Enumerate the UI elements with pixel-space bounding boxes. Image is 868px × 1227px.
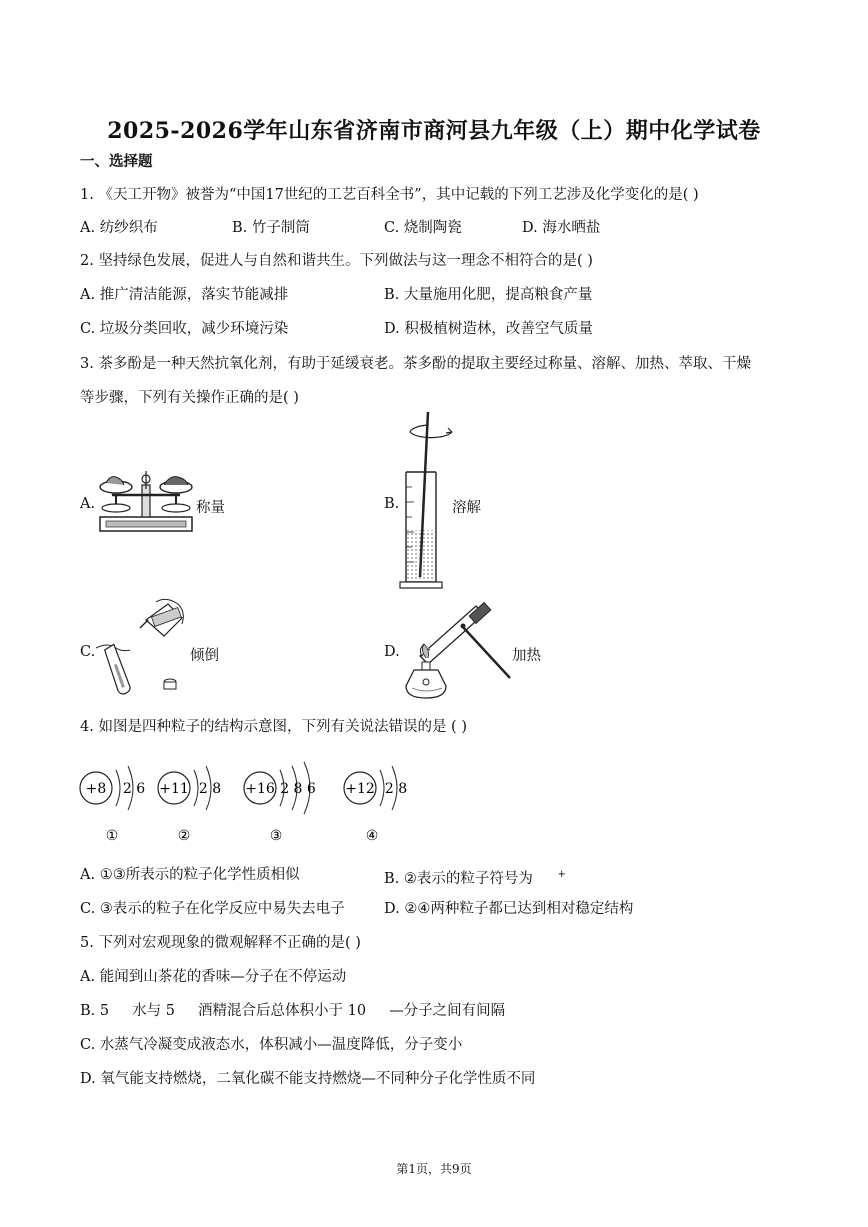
page-footer: 第1页，共9页 [396,1162,472,1176]
q3-option-a-label: 称量 [196,500,225,516]
particle-structure-diagrams [76,760,416,852]
q3-option-d-label: 加热 [512,648,541,664]
question-5-stem: 5. 下列对宏观现象的微观解释不正确的是( ) [80,935,361,951]
particle-1-nucleus: +8 [85,781,107,797]
particle-4-nucleus: +12 [345,781,375,797]
q4-option-b [384,866,566,888]
q2-option-a: A. 推广清洁能源，落实节能减排 [80,287,289,303]
q3-option-c-label: 倾倒 [190,648,219,664]
particle-3-nucleus: +16 [245,781,275,797]
q5-option-d: D. 氧气能支持燃烧，二氧化碳不能支持燃烧—不同种分子化学性质不同 [80,1071,536,1087]
q3-option-d-letter: D. [384,644,400,660]
q5-option-a: A. 能闻到山茶花的香味—分子在不停运动 [80,969,347,985]
q5-option-c: C. 水蒸气冷凝变成液态水，体积减小—温度降低，分子变小 [80,1037,463,1053]
q3-option-a-letter: A. [80,496,96,512]
q4-option-c: C. ③表示的粒子在化学反应中易失去电子 [80,901,345,917]
q2-option-d: D. 积极植树造林，改善空气质量 [384,321,593,337]
particle-diagram-4 [344,766,407,844]
question-3-stem-line1: 3. 茶多酚是一种天然抗氧化剂，有助于延缓衰老。茶多酚的提取主要经过称量、溶解、加热、萃取、干燥 [80,356,751,372]
particle-3-shells: 2 8 6 [280,781,316,797]
q1-option-b: B. 竹子制筒 [232,220,310,236]
particle-2-shells: 2 8 [198,781,222,797]
pouring-bottle-icon [96,598,192,698]
particle-diagram-3 [244,762,316,844]
q2-option-b: B. 大量施用化肥，提高粮食产量 [384,287,593,303]
q2-option-c: C. 垃圾分类回收，减少环境污染 [80,321,289,337]
question-2-stem: 2. 坚持绿色发展，促进人与自然和谐共生。下列做法与这一理念不相符合的是( ) [80,253,593,269]
question-3-stem-line2: 等步骤，下列有关操作正确的是( ) [80,390,299,406]
alcohol-lamp-heating-icon [400,596,512,704]
q5-option-b: B. 5 水与 5 酒精混合后总体积小于 10 —分子之间有间隔 [80,1003,506,1019]
q4-option-a: A. ①③所表示的粒子化学性质相似 [80,867,300,883]
q3-option-c-letter: C. [80,644,96,660]
particle-1-shells: 2 6 [122,781,146,797]
question-4-stem: 4. 如图是四种粒子的结构示意图，下列有关说法错误的是 ( ) [80,719,467,735]
particle-diagram-2 [158,766,221,844]
q3-option-b-label: 溶解 [452,500,481,516]
particle-2-nucleus: +11 [159,781,189,797]
question-1-stem: 1. 《天工开物》被誉为“中国17世纪的工艺百科全书”，其中记载的下列工艺涉及化学变化的是( ) [80,187,699,203]
q4-option-d: D. ②④两种粒子都已达到相对稳定结构 [384,901,634,917]
q4-option-b-superscript: + [557,869,566,880]
particle-3-label: ③ [269,828,283,844]
page-title: 2025-2026学年山东省济南市商河县九年级（上）期中化学试卷 [107,118,761,144]
q3-option-b-letter: B. [384,496,400,512]
balance-scale-icon [96,455,196,537]
particle-diagram-1 [80,766,145,844]
particle-4-shells: 2 8 [384,781,408,797]
q1-option-c: C. 烧制陶瓷 [384,220,462,236]
section-heading: 一、选择题 [80,153,153,170]
q4-option-b-text: B. ②表示的粒子符号为 [384,870,533,887]
q1-option-a: A. 纺纱织布 [80,220,158,236]
particle-4-label: ④ [365,828,379,844]
particle-2-label: ② [177,828,191,844]
q1-option-d: D. 海水晒盐 [522,220,601,236]
particle-1-label: ① [105,828,119,844]
